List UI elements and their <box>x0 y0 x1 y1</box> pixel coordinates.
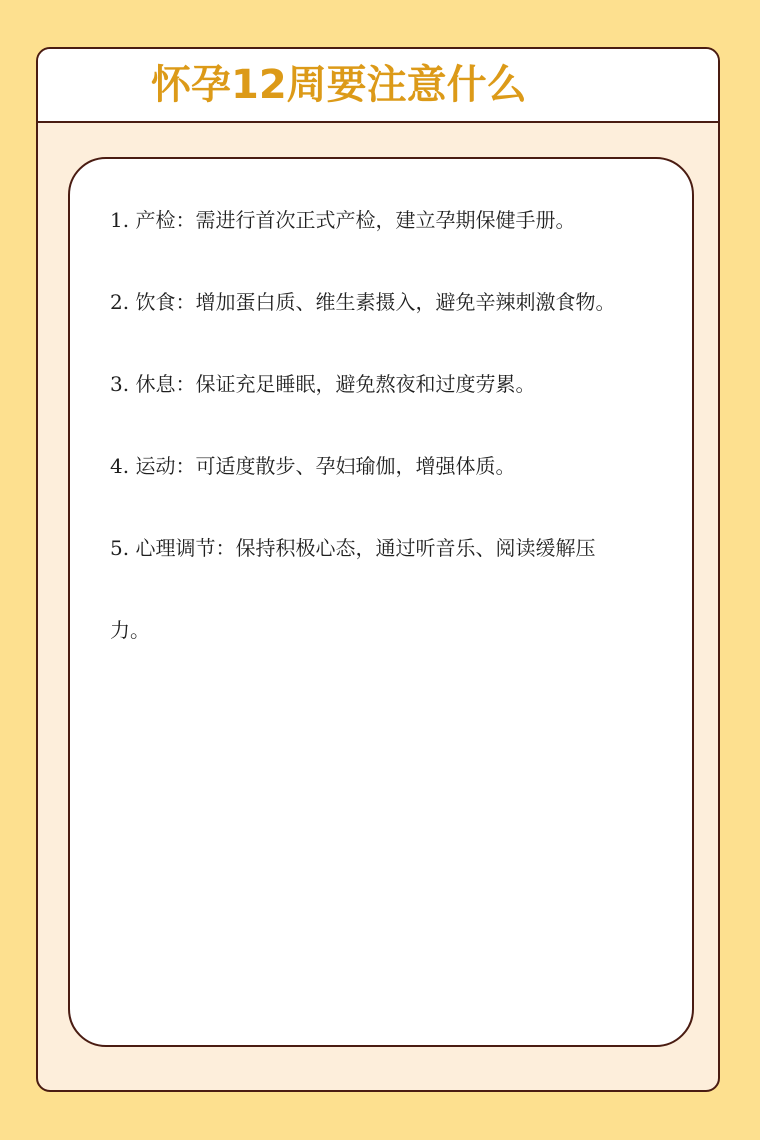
page-title: 怀孕12周要注意什么 <box>151 62 527 108</box>
content-panel <box>68 157 694 1047</box>
item-text: 休息：保证充足睡眠，避免熬夜和过度劳累。 <box>135 372 536 396</box>
list-item <box>110 425 630 507</box>
tips-list <box>110 179 630 671</box>
item-text: 产检：需进行首次正式产检，建立孕期保健手册。 <box>135 208 576 232</box>
item-number: 5. <box>110 536 136 560</box>
info-card <box>36 47 720 1092</box>
list-item <box>110 343 630 425</box>
list-item <box>110 261 630 343</box>
item-number: 2. <box>110 290 136 314</box>
item-text: 心理调节：保持积极心态，通过听音乐、阅读缓解压力。 <box>110 536 596 642</box>
item-number: 4. <box>110 454 136 478</box>
item-number: 3. <box>110 372 136 396</box>
list-item <box>110 179 630 261</box>
item-text: 饮食：增加蛋白质、维生素摄入，避免辛辣刺激食物。 <box>135 290 616 314</box>
card-header <box>38 49 718 123</box>
list-item <box>110 507 630 671</box>
item-text: 运动：可适度散步、孕妇瑜伽，增强体质。 <box>135 454 516 478</box>
item-number: 1. <box>110 208 136 232</box>
